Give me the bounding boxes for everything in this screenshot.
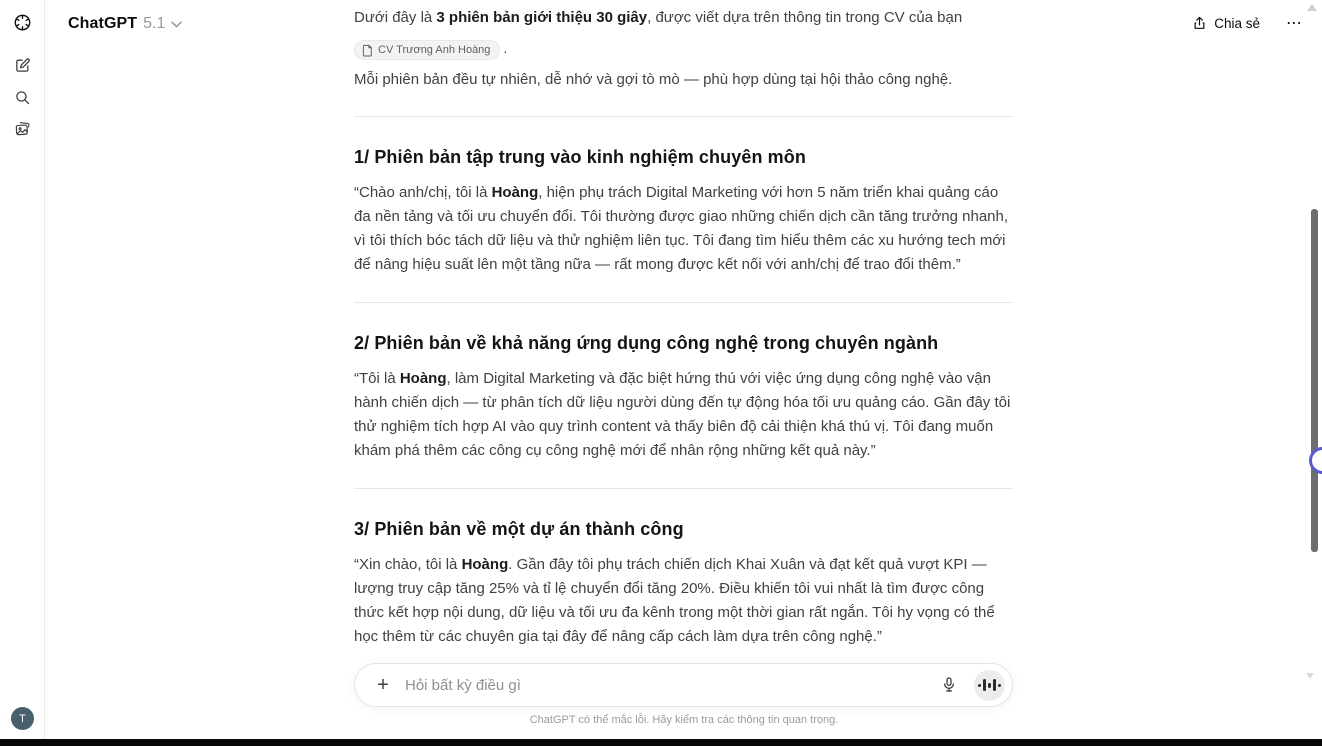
ellipsis-icon: ⋯ xyxy=(1286,15,1304,32)
scrollbar-up-arrow[interactable] xyxy=(1307,4,1317,11)
voice-mode-button[interactable] xyxy=(974,670,1005,701)
attachment-label: CV Trương Anh Hoàng xyxy=(378,44,491,56)
section-2 xyxy=(354,331,1013,463)
dictate-button[interactable] xyxy=(934,670,964,700)
waveform-icon xyxy=(978,679,1001,691)
search-chats-button[interactable] xyxy=(7,85,37,115)
section-3-heading: 3/ Phiên bản về một dự án thành công xyxy=(354,519,684,539)
library-icon xyxy=(14,121,31,143)
intro-line-2: Mỗi phiên bản đều tự nhiên, dễ nhớ và gợi tò mò — phù hợp dùng tại hội thảo công nghệ. xyxy=(354,71,953,88)
microphone-icon xyxy=(941,676,957,694)
section-1 xyxy=(354,145,1013,277)
header-actions xyxy=(1184,10,1308,36)
attachment-row xyxy=(354,36,1013,60)
section-1-heading: 1/ Phiên bản tập trung vào kinh nghiệm chuyên môn xyxy=(354,147,806,167)
section-divider xyxy=(354,302,1013,303)
search-icon xyxy=(14,89,31,111)
share-button[interactable] xyxy=(1184,10,1268,36)
more-options-button[interactable] xyxy=(1282,11,1308,35)
new-chat-button[interactable] xyxy=(7,53,37,83)
composer-zone xyxy=(46,658,1322,739)
section-1-body: “Chào anh/chị, tôi là Hoàng, hiện phụ trách Digital Marketing với hơn 5 năm triển khai quảng cáo đa nền tảng và tối ưu chuyển đổi. Tôi thường được giao những chiến dịch cần tăng trưởng nhanh, vì tôi thích bóc tách dữ liệu và thử nghiệm liên tục. Tôi đang tìm hiểu thêm các xu hướng tech mới để nâng hiệu suất lên một tầng nữa — rất mong được kết nối với anh/chị để trao đổi thêm.” xyxy=(354,184,1009,273)
bottom-screen-edge xyxy=(0,739,1322,746)
chevron-down-icon xyxy=(171,21,182,28)
section-2-heading: 2/ Phiên bản về khả năng ứng dụng công nghệ trong chuyên ngành xyxy=(354,333,939,353)
section-divider xyxy=(354,116,1013,117)
scrollbar-down-arrow[interactable] xyxy=(1306,673,1314,679)
file-attachment-chip[interactable] xyxy=(354,40,500,60)
sidebar xyxy=(0,0,45,739)
openai-logo-icon xyxy=(7,7,37,37)
library-button[interactable] xyxy=(7,117,37,147)
share-icon xyxy=(1192,15,1207,31)
section-3-body: “Xin chào, tôi là Hoàng. Gần đây tôi phụ trách chiến dịch Khai Xuân và đạt kết quả vượt KPI — lượng truy cập tăng 25% và tỉ lệ chuyển đổi tăng 20%. Điều khiến tôi vui nhất là tìm được công thức kết hợp nội dung, dữ liệu và tối ưu đa kênh trong một thời gian rất ngắn. Tôi hy vọng có thể học thêm từ các chuyên gia tại đây để nâng cấp cách làm dựa trên công nghệ.” xyxy=(354,556,995,645)
plus-icon: + xyxy=(377,673,389,696)
model-version: 5.1 xyxy=(143,15,166,32)
share-label: Chia sẻ xyxy=(1214,15,1260,31)
section-2-body: “Tôi là Hoàng, làm Digital Marketing và đặc biệt hứng thú với việc ứng dụng công nghệ vào vận hành chiến dịch — từ phân tích dữ liệu người dùng đến tự động hóa tối ưu quảng cáo. Gần đây tôi thử nghiệm tích hợp AI vào quy trình content và thấy biên độ cải thiện khá thú vị. Tôi đang muốn khám phá thêm các công cụ công nghệ mới để nhân rộng những kết quả này.” xyxy=(354,370,1011,459)
section-divider xyxy=(354,488,1013,489)
model-selector[interactable] xyxy=(62,11,188,37)
message-input[interactable] xyxy=(405,677,924,694)
user-avatar[interactable]: T xyxy=(11,707,34,730)
compose-icon xyxy=(14,57,31,79)
composer[interactable] xyxy=(354,663,1013,707)
document-icon xyxy=(362,44,373,57)
assistant-message xyxy=(354,0,1013,731)
disclaimer-text: ChatGPT có thể mắc lỗi. Hãy kiểm tra các thông tin quan trọng. xyxy=(529,714,839,726)
section-3 xyxy=(354,517,1013,649)
app-title: ChatGPT xyxy=(68,15,138,32)
intro-line-1: Dưới đây là 3 phiên bản giới thiệu 30 giây, được viết dựa trên thông tin trong CV của bạn xyxy=(354,9,963,26)
sentence-period: . xyxy=(503,40,508,56)
scrollbar-thumb[interactable] xyxy=(1311,209,1318,552)
attach-button[interactable] xyxy=(371,674,395,697)
